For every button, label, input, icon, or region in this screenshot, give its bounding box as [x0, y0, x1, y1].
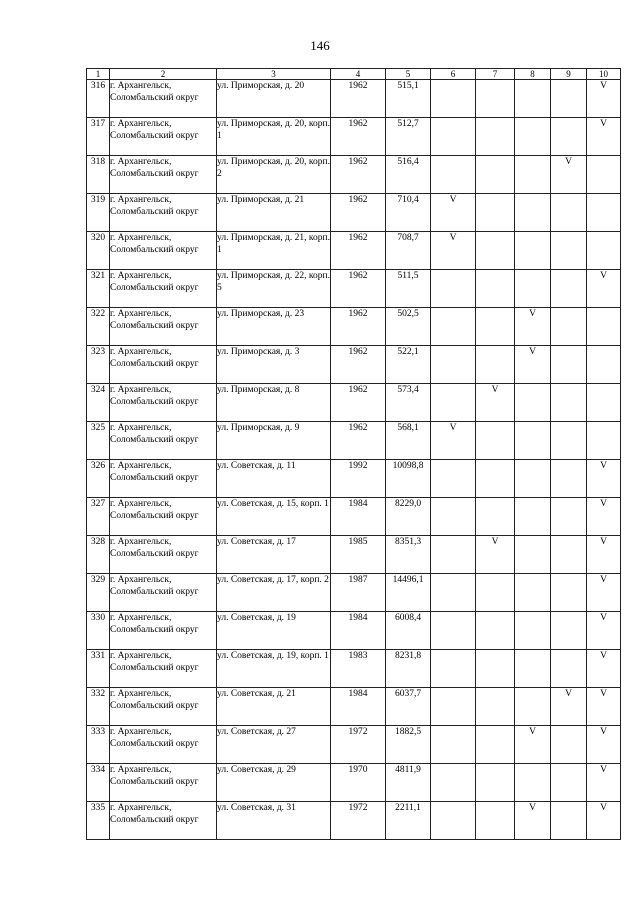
- column-header: 9: [551, 69, 587, 80]
- area-cell: 708,7: [386, 232, 431, 270]
- mark-cell-7: [476, 194, 515, 232]
- table-row: [87, 764, 621, 802]
- address-cell: ул. Советская, д. 19: [217, 612, 331, 650]
- year-built-cell: 1962: [331, 232, 386, 270]
- row-number-cell: 324: [87, 384, 110, 422]
- mark-cell-8: [515, 118, 551, 156]
- mark-cell-9: [551, 118, 587, 156]
- area-cell: 10098,8: [386, 460, 431, 498]
- district-cell: г. Архангельск, Соломбальский округ: [110, 536, 217, 574]
- row-number-cell: 316: [87, 80, 110, 118]
- area-cell: 573,4: [386, 384, 431, 422]
- area-cell: 6037,7: [386, 688, 431, 726]
- area-cell: 522,1: [386, 346, 431, 384]
- mark-cell-7: [476, 232, 515, 270]
- district-cell: г. Архангельск, Соломбальский округ: [110, 384, 217, 422]
- mark-cell-8: [515, 384, 551, 422]
- row-number-cell: 335: [87, 802, 110, 840]
- page-number: 146: [310, 38, 330, 53]
- row-number-cell: 323: [87, 346, 110, 384]
- year-built-cell: 1962: [331, 346, 386, 384]
- district-cell: г. Архангельск, Соломбальский округ: [110, 118, 217, 156]
- row-number-cell: 329: [87, 574, 110, 612]
- row-number-cell: 330: [87, 612, 110, 650]
- row-number-cell: 334: [87, 764, 110, 802]
- year-built-cell: 1962: [331, 194, 386, 232]
- mark-cell-9: [551, 308, 587, 346]
- mark-cell-7: [476, 80, 515, 118]
- mark-cell-7: [476, 156, 515, 194]
- mark-cell-8: [515, 270, 551, 308]
- mark-cell-6: [431, 498, 476, 536]
- mark-cell-6: [431, 346, 476, 384]
- table-row: [87, 536, 621, 574]
- mark-cell-9: [551, 536, 587, 574]
- year-built-cell: 1962: [331, 308, 386, 346]
- table-row: [87, 574, 621, 612]
- district-cell: г. Архангельск, Соломбальский округ: [110, 612, 217, 650]
- table-row: [87, 80, 621, 118]
- area-cell: 8351,3: [386, 536, 431, 574]
- address-cell: ул. Советская, д. 21: [217, 688, 331, 726]
- mark-cell-6: [431, 384, 476, 422]
- row-number-cell: 322: [87, 308, 110, 346]
- mark-cell-9: [551, 726, 587, 764]
- mark-cell-10: V: [587, 80, 621, 118]
- column-header: 1: [87, 69, 110, 80]
- district-cell: г. Архангельск, Соломбальский округ: [110, 498, 217, 536]
- mark-cell-8: [515, 536, 551, 574]
- year-built-cell: 1962: [331, 156, 386, 194]
- mark-cell-10: [587, 346, 621, 384]
- mark-cell-10: [587, 194, 621, 232]
- mark-cell-8: [515, 460, 551, 498]
- area-cell: 1882,5: [386, 726, 431, 764]
- district-cell: г. Архангельск, Соломбальский округ: [110, 346, 217, 384]
- address-cell: ул. Приморская, д. 8: [217, 384, 331, 422]
- column-header: 4: [331, 69, 386, 80]
- area-cell: 2211,1: [386, 802, 431, 840]
- district-cell: г. Архангельск, Соломбальский округ: [110, 726, 217, 764]
- mark-cell-8: [515, 422, 551, 460]
- table-row: [87, 194, 621, 232]
- mark-cell-8: V: [515, 726, 551, 764]
- mark-cell-9: [551, 346, 587, 384]
- area-cell: 568,1: [386, 422, 431, 460]
- area-cell: 8231,8: [386, 650, 431, 688]
- mark-cell-9: [551, 764, 587, 802]
- area-cell: 14496,1: [386, 574, 431, 612]
- mark-cell-10: V: [587, 688, 621, 726]
- year-built-cell: 1984: [331, 688, 386, 726]
- year-built-cell: 1992: [331, 460, 386, 498]
- area-cell: 4811,9: [386, 764, 431, 802]
- column-header: 6: [431, 69, 476, 80]
- mark-cell-9: [551, 194, 587, 232]
- area-cell: 6008,4: [386, 612, 431, 650]
- address-cell: ул. Советская, д. 15, корп. 1: [217, 498, 331, 536]
- row-number-cell: 318: [87, 156, 110, 194]
- table-row: [87, 118, 621, 156]
- table-row: [87, 460, 621, 498]
- mark-cell-8: [515, 194, 551, 232]
- district-cell: г. Архангельск, Соломбальский округ: [110, 688, 217, 726]
- mark-cell-10: V: [587, 536, 621, 574]
- address-cell: ул. Советская, д. 31: [217, 802, 331, 840]
- mark-cell-10: V: [587, 574, 621, 612]
- row-number-cell: 320: [87, 232, 110, 270]
- mark-cell-10: V: [587, 460, 621, 498]
- district-cell: г. Архангельск, Соломбальский округ: [110, 422, 217, 460]
- mark-cell-9: [551, 574, 587, 612]
- mark-cell-10: V: [587, 612, 621, 650]
- mark-cell-10: [587, 308, 621, 346]
- mark-cell-6: [431, 270, 476, 308]
- district-cell: г. Архангельск, Соломбальский округ: [110, 764, 217, 802]
- table-row: [87, 156, 621, 194]
- mark-cell-7: [476, 460, 515, 498]
- mark-cell-6: [431, 118, 476, 156]
- mark-cell-6: [431, 764, 476, 802]
- mark-cell-8: V: [515, 308, 551, 346]
- row-number-cell: 332: [87, 688, 110, 726]
- district-cell: г. Архангельск, Соломбальский округ: [110, 80, 217, 118]
- mark-cell-6: [431, 612, 476, 650]
- year-built-cell: 1984: [331, 498, 386, 536]
- mark-cell-9: [551, 498, 587, 536]
- mark-cell-7: [476, 612, 515, 650]
- housing-registry-table: [86, 68, 621, 840]
- mark-cell-9: V: [551, 156, 587, 194]
- table-body: [87, 80, 621, 840]
- column-header: 5: [386, 69, 431, 80]
- mark-cell-9: [551, 384, 587, 422]
- column-header: 7: [476, 69, 515, 80]
- mark-cell-8: V: [515, 346, 551, 384]
- mark-cell-7: [476, 688, 515, 726]
- table-row: [87, 612, 621, 650]
- mark-cell-9: [551, 612, 587, 650]
- mark-cell-10: [587, 384, 621, 422]
- mark-cell-7: [476, 802, 515, 840]
- mark-cell-6: [431, 156, 476, 194]
- mark-cell-8: [515, 156, 551, 194]
- row-number-cell: 326: [87, 460, 110, 498]
- mark-cell-7: [476, 118, 515, 156]
- mark-cell-8: [515, 764, 551, 802]
- mark-cell-7: [476, 498, 515, 536]
- mark-cell-10: V: [587, 270, 621, 308]
- district-cell: г. Архангельск, Соломбальский округ: [110, 574, 217, 612]
- mark-cell-10: [587, 156, 621, 194]
- district-cell: г. Архангельск, Соломбальский округ: [110, 156, 217, 194]
- mark-cell-10: [587, 422, 621, 460]
- mark-cell-7: V: [476, 536, 515, 574]
- mark-cell-6: V: [431, 422, 476, 460]
- mark-cell-6: [431, 536, 476, 574]
- mark-cell-10: [587, 232, 621, 270]
- table-row: [87, 650, 621, 688]
- mark-cell-6: [431, 650, 476, 688]
- address-cell: ул. Приморская, д. 23: [217, 308, 331, 346]
- column-header: 10: [587, 69, 621, 80]
- table-row: [87, 270, 621, 308]
- table-row: [87, 346, 621, 384]
- mark-cell-9: V: [551, 688, 587, 726]
- row-number-cell: 328: [87, 536, 110, 574]
- mark-cell-7: [476, 422, 515, 460]
- mark-cell-9: [551, 80, 587, 118]
- mark-cell-8: [515, 688, 551, 726]
- mark-cell-6: [431, 80, 476, 118]
- year-built-cell: 1972: [331, 726, 386, 764]
- mark-cell-7: [476, 574, 515, 612]
- column-header: 3: [217, 69, 331, 80]
- year-built-cell: 1962: [331, 80, 386, 118]
- district-cell: г. Архангельск, Соломбальский округ: [110, 650, 217, 688]
- mark-cell-7: [476, 650, 515, 688]
- table-row: [87, 498, 621, 536]
- mark-cell-8: [515, 232, 551, 270]
- address-cell: ул. Советская, д. 29: [217, 764, 331, 802]
- table-row: [87, 384, 621, 422]
- address-cell: ул. Приморская, д. 21: [217, 194, 331, 232]
- column-header: 8: [515, 69, 551, 80]
- mark-cell-10: V: [587, 498, 621, 536]
- mark-cell-6: [431, 802, 476, 840]
- year-built-cell: 1985: [331, 536, 386, 574]
- mark-cell-8: V: [515, 802, 551, 840]
- mark-cell-10: V: [587, 650, 621, 688]
- mark-cell-9: [551, 802, 587, 840]
- mark-cell-7: [476, 346, 515, 384]
- year-built-cell: 1984: [331, 612, 386, 650]
- mark-cell-7: [476, 270, 515, 308]
- year-built-cell: 1987: [331, 574, 386, 612]
- table-row: [87, 726, 621, 764]
- year-built-cell: 1970: [331, 764, 386, 802]
- row-number-cell: 327: [87, 498, 110, 536]
- row-number-cell: 333: [87, 726, 110, 764]
- mark-cell-6: [431, 460, 476, 498]
- mark-cell-6: V: [431, 232, 476, 270]
- year-built-cell: 1972: [331, 802, 386, 840]
- address-cell: ул. Приморская, д. 22, корп. 5: [217, 270, 331, 308]
- column-header: 2: [110, 69, 217, 80]
- district-cell: г. Архангельск, Соломбальский округ: [110, 270, 217, 308]
- year-built-cell: 1962: [331, 384, 386, 422]
- mark-cell-8: [515, 498, 551, 536]
- mark-cell-6: [431, 688, 476, 726]
- address-cell: ул. Советская, д. 11: [217, 460, 331, 498]
- mark-cell-6: [431, 574, 476, 612]
- district-cell: г. Архангельск, Соломбальский округ: [110, 232, 217, 270]
- mark-cell-8: [515, 574, 551, 612]
- mark-cell-9: [551, 232, 587, 270]
- address-cell: ул. Советская, д. 17, корп. 2: [217, 574, 331, 612]
- mark-cell-9: [551, 422, 587, 460]
- table-row: [87, 308, 621, 346]
- row-number-cell: 319: [87, 194, 110, 232]
- address-cell: ул. Советская, д. 19, корп. 1: [217, 650, 331, 688]
- area-cell: 511,5: [386, 270, 431, 308]
- address-cell: ул. Приморская, д. 20, корп. 1: [217, 118, 331, 156]
- mark-cell-9: [551, 460, 587, 498]
- address-cell: ул. Советская, д. 17: [217, 536, 331, 574]
- row-number-cell: 331: [87, 650, 110, 688]
- mark-cell-8: [515, 80, 551, 118]
- row-number-cell: 325: [87, 422, 110, 460]
- area-cell: 512,7: [386, 118, 431, 156]
- year-built-cell: 1983: [331, 650, 386, 688]
- mark-cell-9: [551, 270, 587, 308]
- area-cell: 516,4: [386, 156, 431, 194]
- mark-cell-10: V: [587, 802, 621, 840]
- table-row: [87, 802, 621, 840]
- area-cell: 515,1: [386, 80, 431, 118]
- mark-cell-7: V: [476, 384, 515, 422]
- area-cell: 710,4: [386, 194, 431, 232]
- row-number-cell: 317: [87, 118, 110, 156]
- mark-cell-10: V: [587, 118, 621, 156]
- mark-cell-6: [431, 726, 476, 764]
- district-cell: г. Архангельск, Соломбальский округ: [110, 802, 217, 840]
- address-cell: ул. Приморская, д. 21, корп. 1: [217, 232, 331, 270]
- mark-cell-9: [551, 650, 587, 688]
- mark-cell-6: [431, 308, 476, 346]
- year-built-cell: 1962: [331, 422, 386, 460]
- district-cell: г. Архангельск, Соломбальский округ: [110, 308, 217, 346]
- mark-cell-7: [476, 308, 515, 346]
- mark-cell-10: V: [587, 726, 621, 764]
- address-cell: ул. Приморская, д. 9: [217, 422, 331, 460]
- mark-cell-10: V: [587, 764, 621, 802]
- district-cell: г. Архангельск, Соломбальский округ: [110, 194, 217, 232]
- mark-cell-7: [476, 726, 515, 764]
- area-cell: 8229,0: [386, 498, 431, 536]
- address-cell: ул. Приморская, д. 3: [217, 346, 331, 384]
- area-cell: 502,5: [386, 308, 431, 346]
- year-built-cell: 1962: [331, 118, 386, 156]
- header-row: [87, 69, 621, 80]
- table-row: [87, 688, 621, 726]
- table-row: [87, 232, 621, 270]
- mark-cell-7: [476, 764, 515, 802]
- district-cell: г. Архангельск, Соломбальский округ: [110, 460, 217, 498]
- row-number-cell: 321: [87, 270, 110, 308]
- table-row: [87, 422, 621, 460]
- address-cell: ул. Приморская, д. 20: [217, 80, 331, 118]
- address-cell: ул. Советская, д. 27: [217, 726, 331, 764]
- mark-cell-8: [515, 650, 551, 688]
- mark-cell-8: [515, 612, 551, 650]
- mark-cell-6: V: [431, 194, 476, 232]
- address-cell: ул. Приморская, д. 20, корп. 2: [217, 156, 331, 194]
- year-built-cell: 1962: [331, 270, 386, 308]
